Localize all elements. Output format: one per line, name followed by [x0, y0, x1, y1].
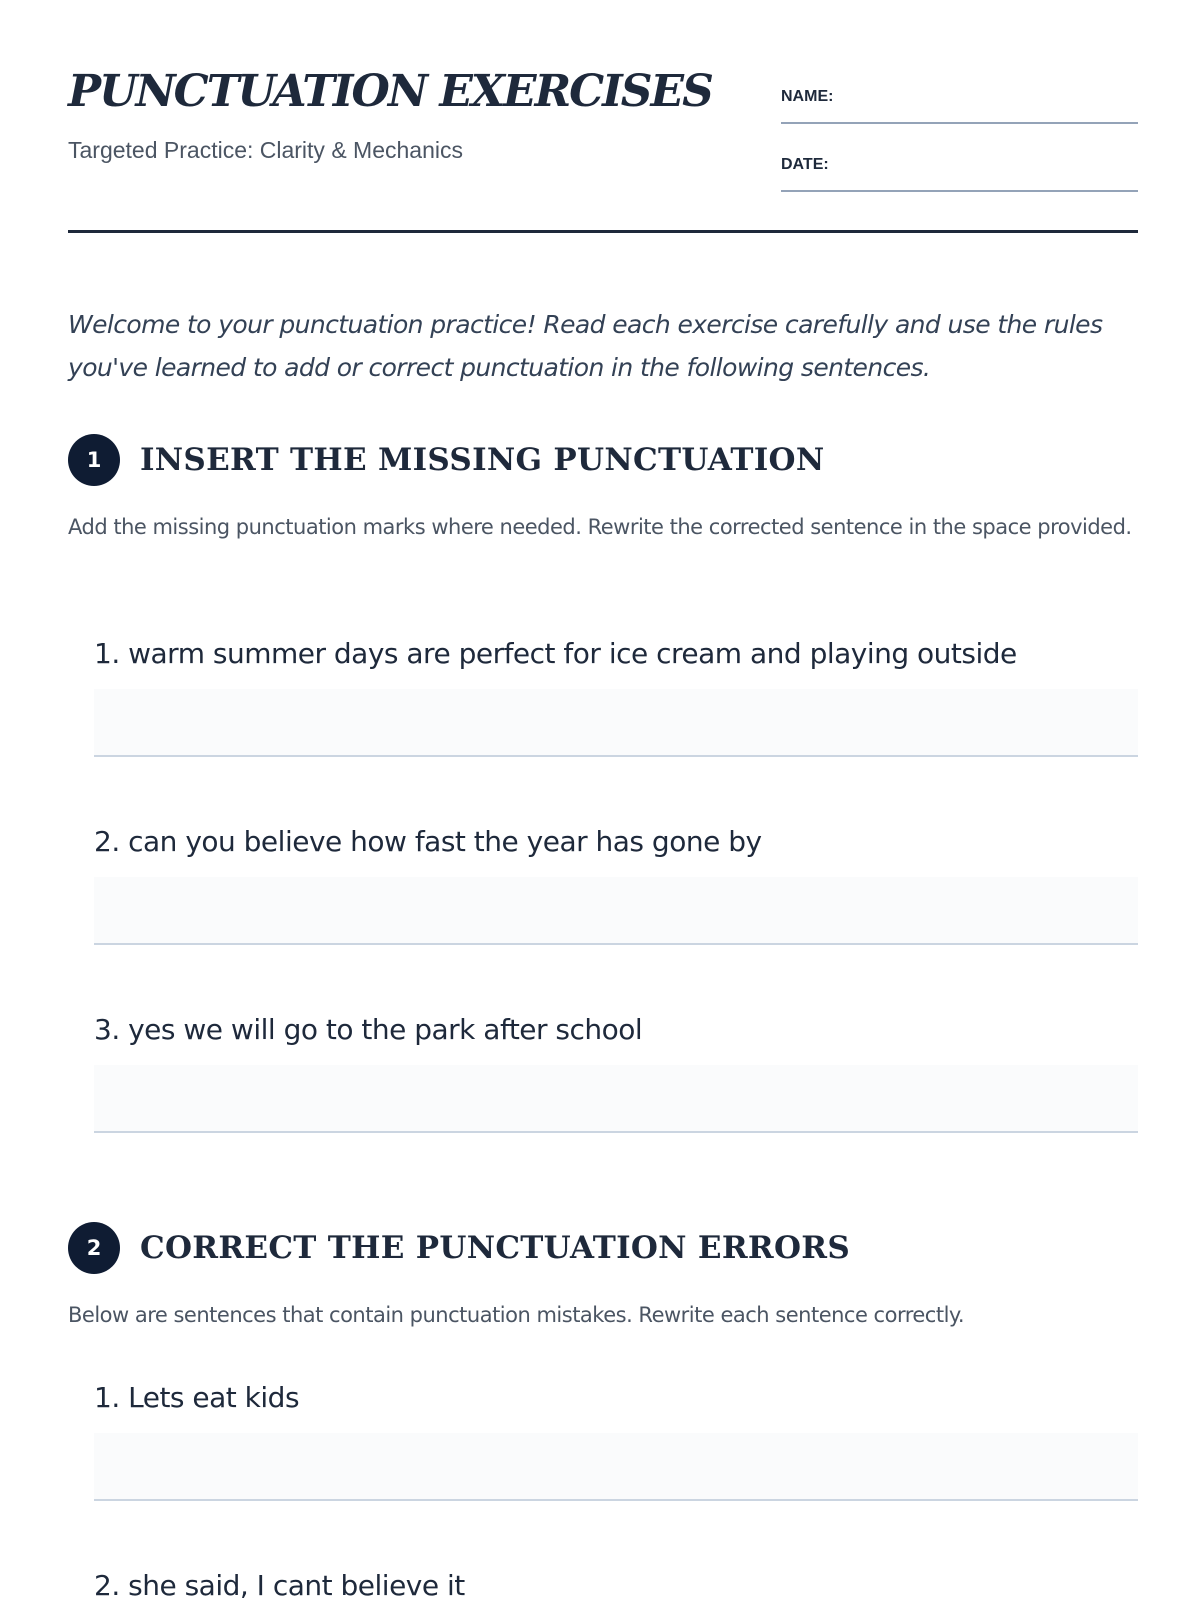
worksheet-header — [68, 0, 1138, 236]
section-1-description: Add the missing punctuation marks where needed. Rewrite the corrected sentence in the space provided. — [68, 515, 1132, 539]
question-text: 2. she said, I cant believe it — [94, 1569, 465, 1600]
name-field[interactable] — [781, 88, 1138, 124]
answer-space[interactable] — [94, 689, 1138, 757]
answer-space[interactable] — [94, 1065, 1138, 1133]
header-divider — [68, 230, 1138, 233]
question-text: 2. can you believe how fast the year has gone by — [94, 825, 762, 858]
section-2-description: Below are sentences that contain punctuation mistakes. Rewrite each sentence correctly. — [68, 1303, 965, 1327]
date-label: DATE: — [781, 156, 829, 173]
section-1-header — [68, 434, 825, 486]
worksheet-page — [68, 0, 1138, 1600]
section-2-title: CORRECT THE PUNCTUATION ERRORS — [140, 1230, 851, 1266]
answer-space[interactable] — [94, 877, 1138, 945]
section-1-title: INSERT THE MISSING PUNCTUATION — [140, 442, 825, 478]
question-text: 1. Lets eat kids — [94, 1381, 300, 1414]
section-2-badge: 2 — [68, 1222, 120, 1274]
question-text: 3. yes we will go to the park after school — [94, 1013, 643, 1046]
section-1-question-2 — [94, 822, 1138, 862]
section-1-question-1 — [94, 634, 1138, 674]
section-2-question-1 — [94, 1378, 1138, 1418]
question-text: 1. warm summer days are perfect for ice cream and playing outside — [94, 637, 1017, 670]
intro-text: Welcome to your punctuation practice! Read each exercise carefully and use the rules you've learned to add or correct punctuation in the following sentences. — [68, 310, 1103, 382]
section-2-question-2 — [94, 1566, 1138, 1600]
worksheet-subtitle: Targeted Practice: Clarity & Mechanics — [68, 137, 463, 163]
name-label: NAME: — [781, 88, 834, 105]
worksheet-title: PUNCTUATION EXERCISES — [68, 66, 712, 117]
section-1-question-3 — [94, 1010, 1138, 1050]
answer-space[interactable] — [94, 1433, 1138, 1501]
date-field[interactable] — [781, 156, 1138, 192]
section-2-header — [68, 1222, 850, 1274]
section-1-badge: 1 — [68, 434, 120, 486]
